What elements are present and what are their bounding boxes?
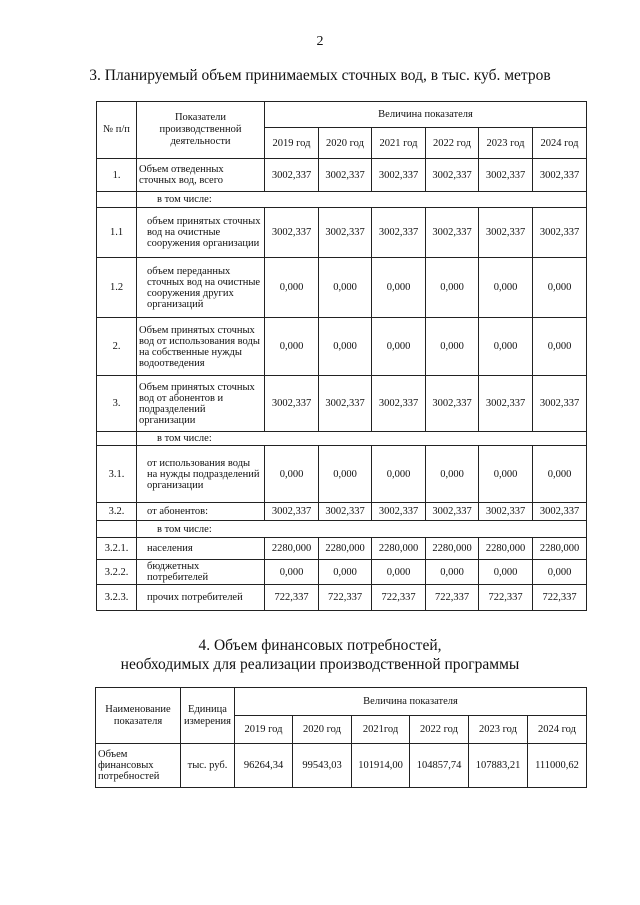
value-cell: 3002,337 bbox=[265, 503, 319, 521]
header-year: 2022 год bbox=[410, 716, 469, 744]
value-cell: 0,000 bbox=[533, 446, 587, 503]
value-cell: 104857,74 bbox=[410, 744, 469, 788]
header-year: 2019 год bbox=[235, 716, 293, 744]
value-cell: 3002,337 bbox=[479, 159, 533, 192]
value-cell: 3002,337 bbox=[479, 208, 533, 258]
row-number bbox=[97, 192, 137, 208]
header-year: 2023 год bbox=[469, 716, 528, 744]
value-cell: 3002,337 bbox=[265, 376, 319, 432]
header-year: 2021 год bbox=[372, 128, 426, 159]
table-row bbox=[97, 521, 587, 538]
value-cell: 101914,00 bbox=[352, 744, 410, 788]
value-cell: 0,000 bbox=[479, 318, 533, 376]
table-row bbox=[97, 446, 587, 503]
header-year: 2019 год bbox=[265, 128, 319, 159]
value-cell: 3002,337 bbox=[372, 208, 426, 258]
row-label: прочих потребителей bbox=[137, 585, 265, 611]
header-name: Наименование показателя bbox=[96, 688, 181, 744]
value-cell: 3002,337 bbox=[533, 159, 587, 192]
row-number: 3.2.1. bbox=[97, 538, 137, 560]
value-cell: 0,000 bbox=[533, 258, 587, 318]
section-4-title bbox=[0, 636, 640, 674]
header-year: 2021год bbox=[352, 716, 410, 744]
table-row bbox=[96, 744, 587, 788]
value-cell: 0,000 bbox=[372, 318, 426, 376]
value-cell: 3002,337 bbox=[265, 159, 319, 192]
value-cell: 0,000 bbox=[426, 446, 479, 503]
table-row bbox=[97, 159, 587, 192]
value-cell: 2280,000 bbox=[372, 538, 426, 560]
value-cell: 0,000 bbox=[265, 560, 319, 585]
row-label: Объем финансовых потребностей bbox=[96, 744, 181, 788]
page-number: 2 bbox=[316, 34, 324, 49]
row-number bbox=[97, 521, 137, 538]
row-number: 3.2.3. bbox=[97, 585, 137, 611]
row-label: бюджетных потребителей bbox=[137, 560, 265, 585]
value-cell: 0,000 bbox=[426, 258, 479, 318]
value-cell: 0,000 bbox=[479, 560, 533, 585]
value-cell: 0,000 bbox=[265, 258, 319, 318]
table-row bbox=[97, 376, 587, 432]
section-3-title: 3. Планируемый объем принимаемых сточных вод, в тыс. куб. метров bbox=[89, 67, 551, 84]
value-cell: 0,000 bbox=[372, 258, 426, 318]
value-cell: 3002,337 bbox=[426, 208, 479, 258]
row-number: 3. bbox=[97, 376, 137, 432]
row-number: 2. bbox=[97, 318, 137, 376]
value-cell: 3002,337 bbox=[479, 503, 533, 521]
row-label: объем принятых сточных вод на очистные сооружения организации bbox=[137, 208, 265, 258]
value-cell: 2280,000 bbox=[319, 538, 372, 560]
value-cell: 722,337 bbox=[265, 585, 319, 611]
value-cell: 3002,337 bbox=[426, 376, 479, 432]
row-number: 1.2 bbox=[97, 258, 137, 318]
row-label: Объем отведенных сточных вод, всего bbox=[137, 159, 265, 192]
row-number: 1.1 bbox=[97, 208, 137, 258]
value-cell: 111000,62 bbox=[528, 744, 587, 788]
table-row bbox=[97, 538, 587, 560]
value-cell: 0,000 bbox=[265, 318, 319, 376]
value-cell: 2280,000 bbox=[479, 538, 533, 560]
value-cell: 2280,000 bbox=[426, 538, 479, 560]
value-cell: 3002,337 bbox=[426, 159, 479, 192]
row-number: 3.2.2. bbox=[97, 560, 137, 585]
row-number: 3.1. bbox=[97, 446, 137, 503]
table-row bbox=[97, 503, 587, 521]
value-cell: 722,337 bbox=[426, 585, 479, 611]
header-year: 2024 год bbox=[528, 716, 587, 744]
value-cell: 3002,337 bbox=[319, 376, 372, 432]
value-cell: 0,000 bbox=[319, 318, 372, 376]
row-label: в том числе: bbox=[137, 192, 587, 208]
value-cell: 107883,21 bbox=[469, 744, 528, 788]
value-cell: 0,000 bbox=[265, 446, 319, 503]
row-label: в том числе: bbox=[137, 432, 587, 446]
row-label: Объем принятых сточных вод от использования воды на собственные нужды водоотведения bbox=[137, 318, 265, 376]
value-cell: 0,000 bbox=[372, 560, 426, 585]
value-cell: 0,000 bbox=[479, 258, 533, 318]
value-cell: 3002,337 bbox=[372, 503, 426, 521]
value-cell: 3002,337 bbox=[372, 159, 426, 192]
row-label: населения bbox=[137, 538, 265, 560]
table-row bbox=[97, 560, 587, 585]
section-4-title-line1: 4. Объем финансовых потребностей, bbox=[198, 637, 442, 654]
row-label: от использования воды на нужды подразделений организации bbox=[137, 446, 265, 503]
row-number: 3.2. bbox=[97, 503, 137, 521]
header-unit: Единица измерения bbox=[181, 688, 235, 744]
table-row bbox=[97, 208, 587, 258]
table-row bbox=[97, 192, 587, 208]
value-cell: 96264,34 bbox=[235, 744, 293, 788]
row-unit: тыс. руб. bbox=[181, 744, 235, 788]
row-label: в том числе: bbox=[137, 521, 587, 538]
value-cell: 722,337 bbox=[533, 585, 587, 611]
table-row bbox=[97, 585, 587, 611]
wastewater-volume-table bbox=[96, 101, 587, 611]
header-year: 2024 год bbox=[533, 128, 587, 159]
table-row bbox=[97, 258, 587, 318]
value-cell: 3002,337 bbox=[533, 503, 587, 521]
value-cell: 0,000 bbox=[372, 446, 426, 503]
value-cell: 0,000 bbox=[479, 446, 533, 503]
value-cell: 3002,337 bbox=[372, 376, 426, 432]
row-label: от абонентов: bbox=[137, 503, 265, 521]
row-number: 1. bbox=[97, 159, 137, 192]
value-cell: 99543,03 bbox=[293, 744, 352, 788]
value-cell: 2280,000 bbox=[265, 538, 319, 560]
header-value-group: Величина показателя bbox=[235, 688, 587, 716]
value-cell: 0,000 bbox=[319, 446, 372, 503]
value-cell: 3002,337 bbox=[265, 208, 319, 258]
value-cell: 0,000 bbox=[319, 560, 372, 585]
value-cell: 3002,337 bbox=[533, 208, 587, 258]
value-cell: 0,000 bbox=[426, 560, 479, 585]
row-label: объем переданных сточных вод на очистные сооружения других организаций bbox=[137, 258, 265, 318]
value-cell: 3002,337 bbox=[319, 503, 372, 521]
header-indicator: Показатели производственной деятельности bbox=[137, 102, 265, 159]
value-cell: 3002,337 bbox=[319, 159, 372, 192]
value-cell: 3002,337 bbox=[479, 376, 533, 432]
value-cell: 722,337 bbox=[319, 585, 372, 611]
row-label: Объем принятых сточных вод от абонентов и подразделений организации bbox=[137, 376, 265, 432]
section-4-title-line2: необходимых для реализации производственной программы bbox=[120, 656, 520, 673]
value-cell: 2280,000 bbox=[533, 538, 587, 560]
value-cell: 722,337 bbox=[479, 585, 533, 611]
row-number bbox=[97, 432, 137, 446]
table-row bbox=[97, 432, 587, 446]
table-row bbox=[97, 318, 587, 376]
value-cell: 3002,337 bbox=[319, 208, 372, 258]
value-cell: 0,000 bbox=[533, 560, 587, 585]
header-num: № п/п bbox=[97, 102, 137, 159]
value-cell: 3002,337 bbox=[533, 376, 587, 432]
value-cell: 0,000 bbox=[319, 258, 372, 318]
value-cell: 0,000 bbox=[533, 318, 587, 376]
header-year: 2020 год bbox=[319, 128, 372, 159]
header-year: 2022 год bbox=[426, 128, 479, 159]
header-year: 2023 год bbox=[479, 128, 533, 159]
header-year: 2020 год bbox=[293, 716, 352, 744]
value-cell: 722,337 bbox=[372, 585, 426, 611]
value-cell: 3002,337 bbox=[426, 503, 479, 521]
financial-needs-table bbox=[95, 687, 587, 788]
value-cell: 0,000 bbox=[426, 318, 479, 376]
header-value-group: Величина показателя bbox=[265, 102, 587, 128]
